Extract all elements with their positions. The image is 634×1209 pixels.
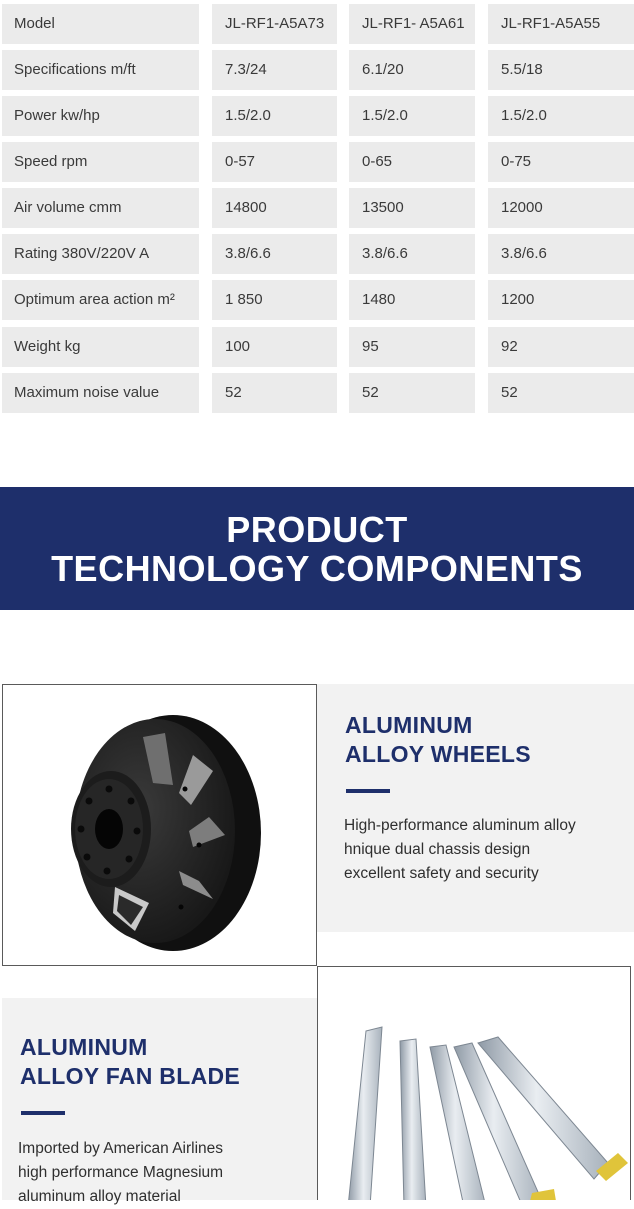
table-cell: 12000	[488, 188, 634, 228]
title-underline	[346, 789, 390, 793]
table-row	[0, 50, 634, 90]
fan-blade-image-frame	[317, 966, 631, 1200]
description-line: hnique dual chassis design	[344, 841, 531, 858]
table-cell: 14800	[212, 188, 337, 228]
wheel-image-frame	[2, 684, 317, 966]
table-cell: Weight kg	[2, 327, 199, 367]
banner-title-line2: TECHNOLOGY COMPONENTS	[51, 548, 583, 589]
description-line: High-performance aluminum alloy	[344, 817, 576, 834]
table-cell: 1 850	[212, 280, 337, 320]
table-cell: Maximum noise value	[2, 373, 199, 413]
description-line: high performance Magnesium	[18, 1164, 224, 1181]
table-cell: 52	[488, 373, 634, 413]
table-cell: 3.8/6.6	[212, 234, 337, 274]
table-cell: Power kw/hp	[2, 96, 199, 136]
table-cell: JL-RF1-A5A73	[212, 4, 337, 44]
table-cell: 100	[212, 327, 337, 367]
banner-title-line1: PRODUCT	[226, 509, 408, 550]
table-cell: 52	[212, 373, 337, 413]
component-title	[20, 1033, 240, 1091]
component-title-line2: ALLOY FAN BLADE	[20, 1063, 241, 1089]
table-cell: Optimum area action m²	[2, 280, 199, 320]
table-cell: Specifications m/ft	[2, 50, 199, 90]
table-cell: 1.5/2.0	[349, 96, 475, 136]
table-cell: Speed rpm	[2, 142, 199, 182]
table-cell: 92	[488, 327, 634, 367]
component-description	[344, 814, 576, 886]
table-cell: 0-75	[488, 142, 634, 182]
table-cell: 95	[349, 327, 475, 367]
component-title-line2: ALLOY WHEELS	[345, 741, 531, 767]
table-row	[0, 234, 634, 274]
table-cell: 0-65	[349, 142, 475, 182]
table-row	[0, 373, 634, 413]
table-row	[0, 96, 634, 136]
table-cell: Air volume cmm	[2, 188, 199, 228]
table-row	[0, 280, 634, 320]
table-row	[0, 142, 634, 182]
table-row	[0, 4, 634, 44]
aluminum-wheel-hub-icon	[3, 685, 317, 966]
wheels-text-panel	[317, 684, 634, 932]
table-cell: 5.5/18	[488, 50, 634, 90]
table-cell: JL-RF1- A5A61	[349, 4, 475, 44]
table-cell: 7.3/24	[212, 50, 337, 90]
title-underline	[21, 1111, 65, 1115]
fan-blades-icon	[318, 967, 631, 1200]
description-line: excellent safety and security	[344, 865, 539, 882]
component-title	[345, 711, 531, 769]
component-description	[18, 1137, 223, 1209]
table-cell: 13500	[349, 188, 475, 228]
table-cell: 0-57	[212, 142, 337, 182]
table-cell: 3.8/6.6	[349, 234, 475, 274]
component-title-line1: ALUMINUM	[20, 1034, 148, 1060]
table-cell: JL-RF1-A5A55	[488, 4, 634, 44]
description-line: aluminum alloy material	[18, 1188, 181, 1205]
fan-blade-text-panel	[2, 998, 317, 1205]
table-cell: Model	[2, 4, 199, 44]
table-cell: 1.5/2.0	[488, 96, 634, 136]
section-banner	[0, 487, 634, 610]
table-cell: 1480	[349, 280, 475, 320]
table-cell: 1200	[488, 280, 634, 320]
table-row	[0, 188, 634, 228]
table-cell: Rating 380V/220V A	[2, 234, 199, 274]
table-cell: 3.8/6.6	[488, 234, 634, 274]
table-cell: 52	[349, 373, 475, 413]
table-cell: 6.1/20	[349, 50, 475, 90]
component-title-line1: ALUMINUM	[345, 712, 473, 738]
table-row	[0, 327, 634, 367]
table-cell: 1.5/2.0	[212, 96, 337, 136]
description-line: Imported by American Airlines	[18, 1140, 224, 1157]
